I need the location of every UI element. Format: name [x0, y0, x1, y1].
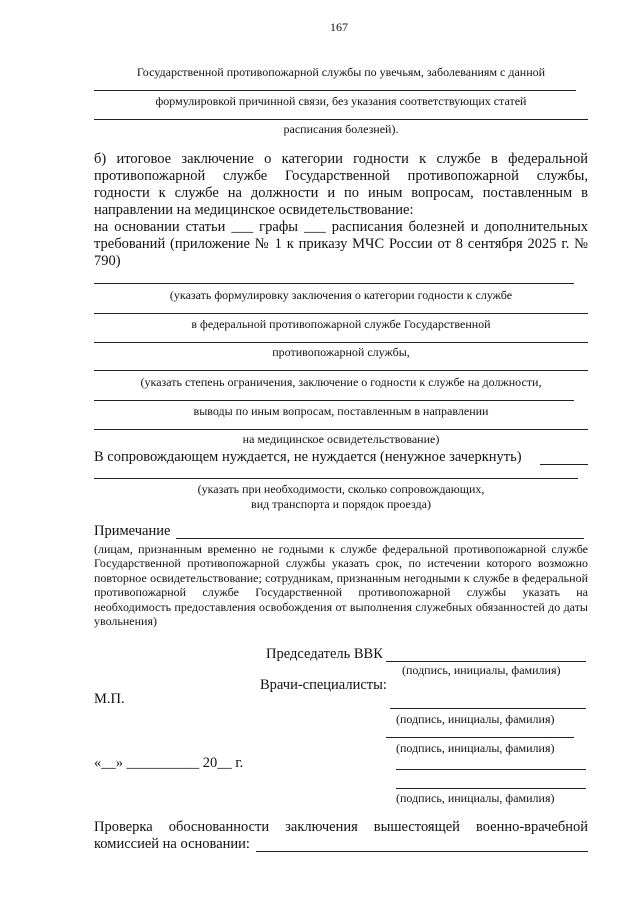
signature-line: [396, 788, 586, 789]
underline: [94, 478, 578, 479]
signature-hint: (подпись, инициалы, фамилия): [396, 741, 555, 755]
signature-line: [386, 737, 574, 738]
note-text: (лицам, признанным временно не годными к службе федеральной противопожарной службе Государственной противопожарной службы указать срок, по истечении которого возможно повторное освидетельствование; сотрудникам, признанным негодными к службе в федеральной противопожарной службе Государственной противопожарной службы указать на необходимость предоставления освобождения от выполнения служебных обязанностей до даты увольнения): [94, 542, 588, 629]
escort-hint-2: вид транспорта и порядок проезда): [251, 497, 431, 511]
underline: [94, 429, 588, 430]
date-field: «__» __________ 20__ г.: [94, 755, 244, 771]
hint-3: противопожарной службы,: [272, 345, 410, 359]
hint-2: в федеральной противопожарной службе Государственной: [191, 317, 491, 331]
underline: [94, 342, 588, 343]
hint-5: выводы по иным вопросам, поставленным в направлении: [193, 404, 489, 418]
specialists-label: Врачи-специалисты:: [260, 677, 387, 693]
underline: [94, 400, 574, 401]
underline: [94, 119, 588, 120]
section-b-paragraph: б) итоговое заключение о категории годности к службе в федеральной противопожарной службе Государственной противопожарной службы, годности к службе на должности и по иным вопросам, поставленным в направлении на медицинское освидетельствование:: [94, 151, 588, 218]
stamp-label: М.П.: [94, 691, 125, 707]
underline: [94, 90, 576, 91]
signature-hint: (подпись, инициалы, фамилия): [402, 663, 561, 677]
escort-blank: [540, 464, 588, 465]
check-text: Проверка обоснованности заключения вышестоящей военно-врачебной комиссией на основании:: [94, 819, 588, 852]
hint-1: (указать формулировку заключения о категории годности к службе: [169, 288, 513, 302]
signature-hint: (подпись, инициалы, фамилия): [396, 712, 555, 726]
escort-hint-1: (указать при необходимости, сколько сопровождающих,: [197, 482, 485, 496]
underline: [94, 283, 574, 284]
header-line-1: Государственной противопожарной службы по увечьям, заболеваниям с данной: [136, 65, 546, 79]
page-number: 167: [330, 20, 348, 34]
note-label: Примечание: [94, 523, 171, 539]
signature-line: [396, 769, 586, 770]
header-line-2: формулировкой причинной связи, без указания соответствующих статей: [155, 94, 527, 108]
hint-4: (указать степень ограничения, заключение о годности к службе на должности,: [140, 375, 542, 389]
header-line-3: расписания болезней).: [283, 122, 399, 136]
hint-6: на медицинское освидетельствование): [242, 432, 440, 446]
underline: [94, 370, 588, 371]
section-b-basis: на основании статьи ___ графы ___ расписания болезней и дополнительных требований (приложение № 1 к приказу МЧС России от 8 сентября 2025 г. № 790): [94, 219, 588, 269]
signature-line: [390, 708, 586, 709]
signature-line: [386, 661, 586, 662]
underline: [94, 313, 588, 314]
escort-text: В сопровождающем нуждается, не нуждается (ненужное зачеркнуть): [94, 449, 522, 465]
note-blank: [176, 538, 584, 539]
signature-hint: (подпись, инициалы, фамилия): [396, 791, 555, 805]
check-blank: [256, 851, 588, 852]
chairman-label: Председатель ВВК: [266, 646, 383, 662]
